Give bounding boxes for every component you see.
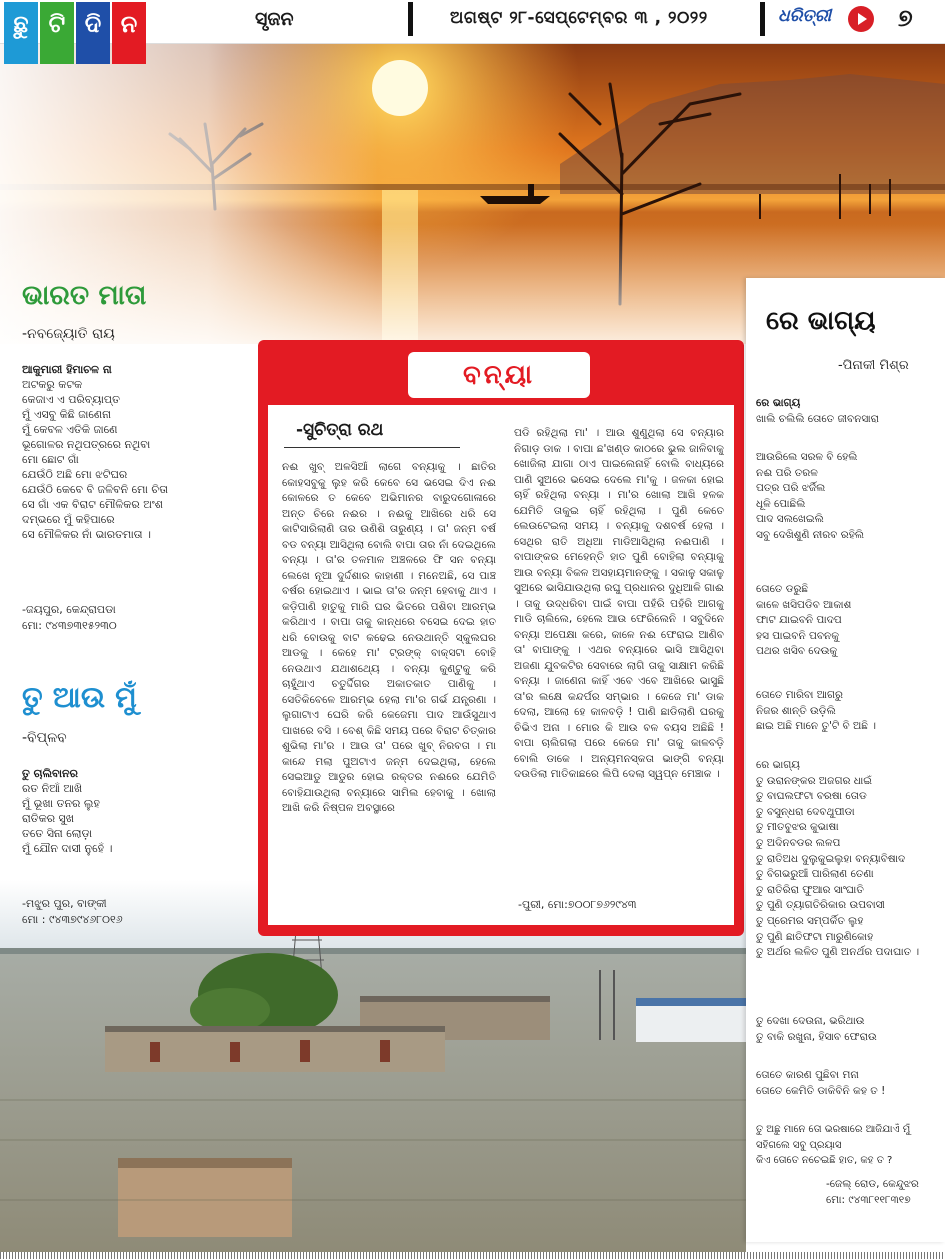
poem-title: ରେ ଭାଗ୍ୟ (766, 306, 876, 336)
poem-line: ତୁ ବାକି ରଖୁନା, ହିସାବ ଫେରାଉ (756, 1030, 877, 1043)
poet-phone: ମୋ : ୯୪୩୭୯୪୬୮୦୧୬ (22, 913, 123, 926)
poem-stanza (756, 582, 938, 660)
poem-line: ପଥର ଖସିବ ଦେଉକୁ (756, 645, 838, 658)
poem-stanza (756, 1068, 938, 1099)
poem-line: ଯେଉଁଠି ଅଛି ମୋ ଝଟିଘର (22, 468, 128, 481)
poem-line: ତୁ ରାତିରିରା ଫୁଆର ସାଂଘାତି (756, 883, 864, 896)
logo-tile: ଛୁ (4, 2, 38, 64)
story-title-plate (408, 352, 590, 398)
poem-line: ତୋତେ ଡରୁଛି (756, 583, 809, 595)
poem-line: ରେ ଭାଗ୍ୟ (756, 397, 801, 409)
poem-stanza (756, 1122, 938, 1169)
author-rule (284, 447, 460, 448)
section-logo (4, 2, 146, 64)
flood-photo (0, 880, 746, 1259)
poem-line: କାଳେ ଖସିପଡିବ ଆକାଶ (756, 598, 852, 611)
poem-line: ସେ ଗାଁ ଏକ ବିରାଟ ମୌଳିକର ଅଂଶ (22, 498, 163, 511)
poem-line: ଯେଉଁଠି କେବେ ବି ଜଳିବନି ମୋ ଚିତା (22, 483, 168, 496)
newspaper-brand: ଧରିତ୍ରୀ (778, 6, 832, 26)
poet-place: -ମଝୁର ପୁର, ବାଙ୍କୀ (22, 897, 107, 910)
poem-line: କେଜାଏ ଏ ପରିବ୍ୟାପ୍ତ (22, 393, 120, 406)
poet-phone: ମୋ: ୯୪୩୮୧୧୮୩୧୭ (826, 1194, 911, 1206)
poem-line: ତୁ ପ୍ରେମର ସମ୍ପର୍କିତ ଲୁହ (756, 914, 864, 927)
poem-line: ଦମ୍ଭରେ ମୁଁ କହିପାରେ (22, 513, 115, 526)
poem-line: ନିଜର ଶାନ୍ତି ଉଡ଼ିଲି (756, 704, 836, 717)
poem-line: ତୁ ରାତିଅଧ ଦୁଲୁକୁଇଲୁହା ବନ୍ୟାବିଷାଦ (756, 852, 906, 865)
poem-line: ସହିଗଲେ ସବୁ ପ୍ରୟାସ (756, 1139, 842, 1151)
poem-author: -ପିନାକୀ ମିଶ୍ର (838, 358, 909, 373)
logo-tile: ଟି (40, 2, 74, 64)
poem-line: ତୁ ଚାଲିବାନର (22, 767, 78, 780)
poem-line: ମୋ ଛୋଟ ଗାଁ (22, 453, 79, 466)
poem-line: ମୁଁ ଏସବୁ କିଛି ଜାଣେନା (22, 408, 112, 421)
poem-line: ଧୂଳି ପୋଛିଲି (756, 497, 806, 510)
poem-line: ତୁ ବାଘଲଫଟା ବରଷା ତୋଡ (756, 790, 867, 803)
poem-line: ତୁ ବିଗଭରୁଆଁ ପାରିଲାଣ ତେଣା (756, 868, 874, 881)
bottom-border (0, 1252, 945, 1259)
poet-phone: ମୋ: ୯୪୩୭୩୧୫୨୩୦ (22, 619, 117, 632)
poem-line: ରେ ଭାଗ୍ୟ (756, 759, 800, 771)
poem-line: ତୁ ଦେଖା ଦେଉନା, ଭରିଥାଉ (756, 1015, 865, 1027)
poet-place: -ଜେଲ୍ ରୋଡ, କେନ୍ଦୁଝର (826, 1178, 919, 1190)
poem-author: -ବିପ୍ଳବ (22, 730, 67, 746)
poem-title: ତୁ ଆଉ ମୁଁ (22, 680, 137, 714)
poem-line: ସେ ମୌଳିକର ନାଁ ଭାରତମାତା । (22, 528, 151, 541)
poem-line: ତୁ ଅଦିନବଡର ଲଳପ (756, 836, 841, 849)
poem-line: ତୁ ଉରାନଙ୍କର ଅଜଗର ଧାଇଁ (756, 774, 873, 787)
poem-stanza (756, 450, 938, 544)
poem-line: କିଏ ତୋତେ ନଚେଇଛି ହାତ, କହ ତ ? (756, 1155, 893, 1167)
story-credit: -ପୁରୀ, ମୋ:୭୦୦୮୭୬୨୯୪୩ (518, 898, 637, 911)
poem-line: ଆଉରିଲେ ସରଳ ବି ହେଲି (756, 451, 858, 463)
poem-line: ତୁ ମୀତବୁଝର କୁଭାଷା (756, 821, 839, 834)
logo-tile: ନ (112, 2, 146, 64)
poem-line: ପତ୍ର ପରି ଝର୍ଜିଲ (756, 482, 826, 495)
poem-line: ତତେ ସିନା ଲୋଡ଼ା (22, 827, 93, 840)
poem-line: ତୁ ଅର୍ଥର ଲଳିତ ପୁଣି ଅନର୍ଥର ପଦାଘାତ । (756, 946, 920, 959)
poet-place: -ଜୟପୁର, କେନ୍ଦ୍ରାପଡା (22, 603, 116, 616)
logo-tile: ଦି (76, 2, 110, 64)
poem-footer (826, 1176, 919, 1208)
poem-body (22, 766, 113, 856)
poem-line: ନଈ ପରି ତରଳ (756, 466, 818, 479)
poem-line: ଖାଲି ଚଲିଲି ତୋତେ ଜୀବନସାରା (756, 412, 880, 425)
poem-line: ମୁଁ ଯୌନ ଦାସୀ ନୁହେଁ । (22, 842, 113, 855)
play-icon (848, 6, 874, 32)
poem-line: ପାଦ ସଲଖେଇଲି (756, 513, 824, 526)
story-column-left: ନଈ ଖୁବ୍ ଅଳସିଆଁ ଲାଗେ ବନ୍ୟାକୁ । ଛାତିର କୋହସବୁକୁ ଲୁହ କରି କେବେ ସେ ଭସେଇ ଦିଏ ନଈ କୋଳରେ ତ କେବେ ଅଭିମାନର ବାରୁଦଗୋଳାରେ ଅନ୍ତ ଚିରେ ନଈର । ନଈକୁ ଆଖିରେ ଧରି ସେ କାଟିସାରିଲାଣି ତାର ଉଣିଶି ତାରୁଣ୍ୟ । ତା' ଜନ୍ମ ବର୍ଷ ବଡ ବନ୍ୟା ଆସିଥିଲା ବୋଲି ବାପା ତାର ନାଁ ଦେଇଥିଲେ ବନ୍ୟା । ତା'ର ତଳମାଳ ଅଞ୍ଚଳରେ ଫି ସନ ବନ୍ୟା ଲେଖେ ନୂଆ ଦୁର୍ଦ୍ଦଶାର କାହାଣୀ । ମନେଅଛି, ସେ ପାଞ୍ଚ ବର୍ଷର ହୋଇଥାଏ । ଭାଇ ତା'ର ଜନ୍ମ ହେବାକୁ ଥାଏ । କଡ଼ିପାଣି ହାତୁକୁ ମାରି ଘର ଭିତରେ ପଶିବା ଆରମ୍ଭ କରିଥାଏ । ବାପା ତାକୁ କାନ୍ଧରେ ବସେଇ ଦେଇ ହାତ ଧରି ବୋଉକୁ ବାଟ କଢେଇ ନେଉଥାନ୍ତି ସ୍କୁଲଘର ଆଡକୁ । କେହେ ମା' ଟ୍ରଙ୍କ୍ ବାକ୍ସଟା ବୋହି ନେଉଥାଏ ଯଥାଶଥ୍ୟେ । ବନ୍ୟା କୁଣ୍ଟୁକୁ କରି ଚାହୁଁଥାଏ ଚତୁର୍ଦ୍ଦିଗର ଅକାତକାତ ପାଣିକୁ । ସେତିକିବେଳେ ଆରମ୍ଭ ହେଲା ମା'ର ଗର୍ଭ ଯନ୍ତ୍ରଣା । ଲୁଗାଟାଏ ଘେରି କରି କେଜେମା ପାଦ ଆଉଁସୁଥାଏ ପାଖରେ ବସି । ବେଶ୍ କିଛି ସମୟ ପରେ ବିରାଟ ଚିତ୍କାର ଶୁଭିଲା ମା'ର । ଆଉ ତା' ପରେ ଖୁବ୍ ନିରବତା । ମା କାନ୍ଦେ ମଲା ପୁଅଟାଏ ଜନ୍ମ ଦେଇଥିଲା, ହେଲେ ସେଇଆଡୁ ଆଡୁର ହୋଇ ରକ୍ତର ନଈରେ ଯେମିତି ବୋହିଯାଉଥିଲା ବନ୍ୟାରେ ସାମିଲ ହେବାକୁ । ଖୋଲା ଆଖି କରି ନିଷ୍ପଳ ଅବସ୍ଥାରେ (282, 461, 496, 814)
story-author: -ସୁଚିତ୍ରା ରଥ (296, 420, 384, 440)
poem-line: ଫାଟ ଯାଇବନି ପାଦପ (756, 614, 842, 627)
poem-line: ତୋତେ ମାରିବା ଆଗରୁ (756, 689, 843, 701)
poem-line: ଭୂଗୋଳର ନଥିପତ୍ରରେ ନଥିବା (22, 438, 151, 451)
poem-line: ରାତିକର ସୁଖ (22, 812, 74, 825)
poem-line: ମୁଁ କେବଳ ଏତିକି ଜାଣେ (22, 423, 118, 436)
poem-line: ହସ ପାଇବନି ପବନକୁ (756, 629, 840, 642)
poem-line: ତୁ ବସୁନ୍ଧରା ଦେବଥୁପୀଡା (756, 805, 855, 818)
poem-line: ଛାଇ ଅଛି ମାନେ ତୁ'ଟି ବି ଅଛି । (756, 720, 876, 733)
poem-line: ସବୁ ଦେଖିଶୁଣି ନୀରବ ରହିଲି (756, 528, 864, 541)
poem-stanza (756, 688, 938, 735)
poem-stanza (756, 758, 938, 961)
poem-line: ତୁ ପୁଣି ଛାତିଫଟା ମାରୁଣିକୋହ (756, 930, 874, 943)
poem-body (22, 362, 168, 542)
poem-line: ରତ ନିଆଁ ଆଖି (22, 782, 83, 795)
poem-title: ଭାରତ ମାତା (22, 280, 147, 311)
poem-line: ମୁଁ ଭୂଖା ତନର ଲୁହ (22, 797, 100, 810)
poem-stanza (756, 1014, 938, 1045)
poem-line: ତୁ ଅଛୁ ମାନେ ତୋ ଭରଷାରେ ଆଜିଯାଏଁ ମୁଁ (756, 1124, 911, 1135)
issue-date: ଅଗଷ୍ଟ ୨୮-ସେପ୍ଟେମ୍ବର ୩ , ୨୦୨୨ (450, 8, 708, 28)
header-divider (408, 2, 413, 36)
poem-stanza (756, 396, 938, 427)
page-number: ୭ (898, 4, 913, 32)
poem-footer (22, 896, 123, 928)
story-column-right: ପଡି ରହିଥିଲା ମା' । ଆଉ ଶୁଣୁଥିଲା ସେ ବନ୍ୟାର ନିଗାଡ଼ ଡାକ । ବାପା ଛ'ଖଣ୍ଡ କାଠରେ ଭୁଲ ଜାଳିବାକୁ ଖୋଜିଲା ଯାଗା ଠାଏ ପାଇଲେନାହିଁ ବୋଲି ବାଧ୍ୟରେ ପାଣି ସୁଅରେ ଭସେଇ ଦେଲେ ମା'କୁ । ଜଳକା ହୋଇ ଚାହିଁ ରହିଥିଲା ବନ୍ୟା । ମା'ର ଖୋଲା ଆଖି ହଳକ ଯେମିତି ତାକୁଇ ଚାହିଁ ରହିଥିଲା । ପୁଣି କେତେ ଲେଉଟେଇଲା ସମୟ । ବନ୍ୟାକୁ ଦଶବର୍ଷ ହେଲା । ସେଥିର ରାତି ଅଧିଆ ମାଡିଆସିଥିଲା ନଈପାଣି । ବାପାଙ୍କର ମେହେନ୍ତି ହାତ ପୁଣି ବୋହିଲା ବନ୍ୟାକୁ ଆଉ ବନ୍ୟା ବିକଳ ଅସହାୟମାନଙ୍କୁ । ସକାଳୁ ସକାଳୁ ସୁଅରେ ଭାସିଯାଉଥିଲା ରଘୁ ପ୍ରଧାନର ଦୁଧିଆଳି ଗାଈ । ତାକୁ ଉଦ୍ଧରିବା ପାଇଁ ବାପା ପହଁରି ପହଁରି ଆଗକୁ ମାଡି ଚାଲିଲେ, ହେଲେ ଆଉ ଫେରିଲେନି । ସବୁଦିନେ ବନ୍ୟା ଅପେକ୍ଷା କରେ, କାଳେ ନଈ ଫେରାଇ ଆଣିବ ତା' ବାପାଙ୍କୁ । ଏଥର ବନ୍ୟାରେ ଭାସି ଆସିଥିବା ଅଜଣା ଯୁବକଟିର ସେବାରେ ଲାଗି ତାକୁ ସାକ୍ଷାମ କରିଛି ବନ୍ୟା । ଜାଣେନା କାହିଁ ଏବେ ଏବେ ଆଖିରେ ଭାସୁଛି ତା'ର ଲକ୍ଷେ କନ୍ଦର୍ପର ସମ୍ଭାର । କେଜେ ମା' ଡାକ ଦେଲା, ଆଲୋ ହେ କାଳବଡ଼ି ! ପାଣି ଛାଡିଲାଣି ଘରକୁ ଚିଭିଏ ଅନା । ମୋର କି ଆଉ ବଳ ବୟସ ଅଛିଛି ! ବାପା ଚାଲିଗଲା ପରେ କେଜେ ମା' ତାକୁ କାଳବଡ଼ି ବୋଲି ଡାକେ । ଅନ୍ୟମନସ୍କତା ଭାଙ୍ଗି ବନ୍ୟା ଦଉଡିଲା ମାତିକାଛରେ ଲିପି ଦେଲା ସ୍ୱପ୍ନ ମେଞ୍ଚାକ । (514, 427, 724, 780)
poem-line: ତୋତେ କେମିତି ଡାକିବିନି କହ ତ ! (756, 1084, 886, 1097)
poem-line: ଅଟକରୁ କଟକ (22, 378, 83, 391)
header-divider (760, 2, 765, 36)
poem-footer (22, 602, 117, 634)
poem-line: ତୋତେ କାରଣ ପୁଛିବା ମନା (756, 1069, 859, 1081)
page-header (0, 0, 945, 44)
poem-line: ଆକୁମାରୀ ହିମାଚଳ ନା (22, 363, 112, 376)
poem-author: -ନବଜ୍ୟୋତି ରାୟ (22, 326, 115, 342)
story-title: ବନ୍ୟା (462, 359, 536, 390)
poem-line: ତୁ ପୁଣି ତ୍ୟାଗତିରିକାର ଉପବାସୀ (756, 899, 885, 912)
section-name: ସୃଜନ (255, 8, 294, 30)
